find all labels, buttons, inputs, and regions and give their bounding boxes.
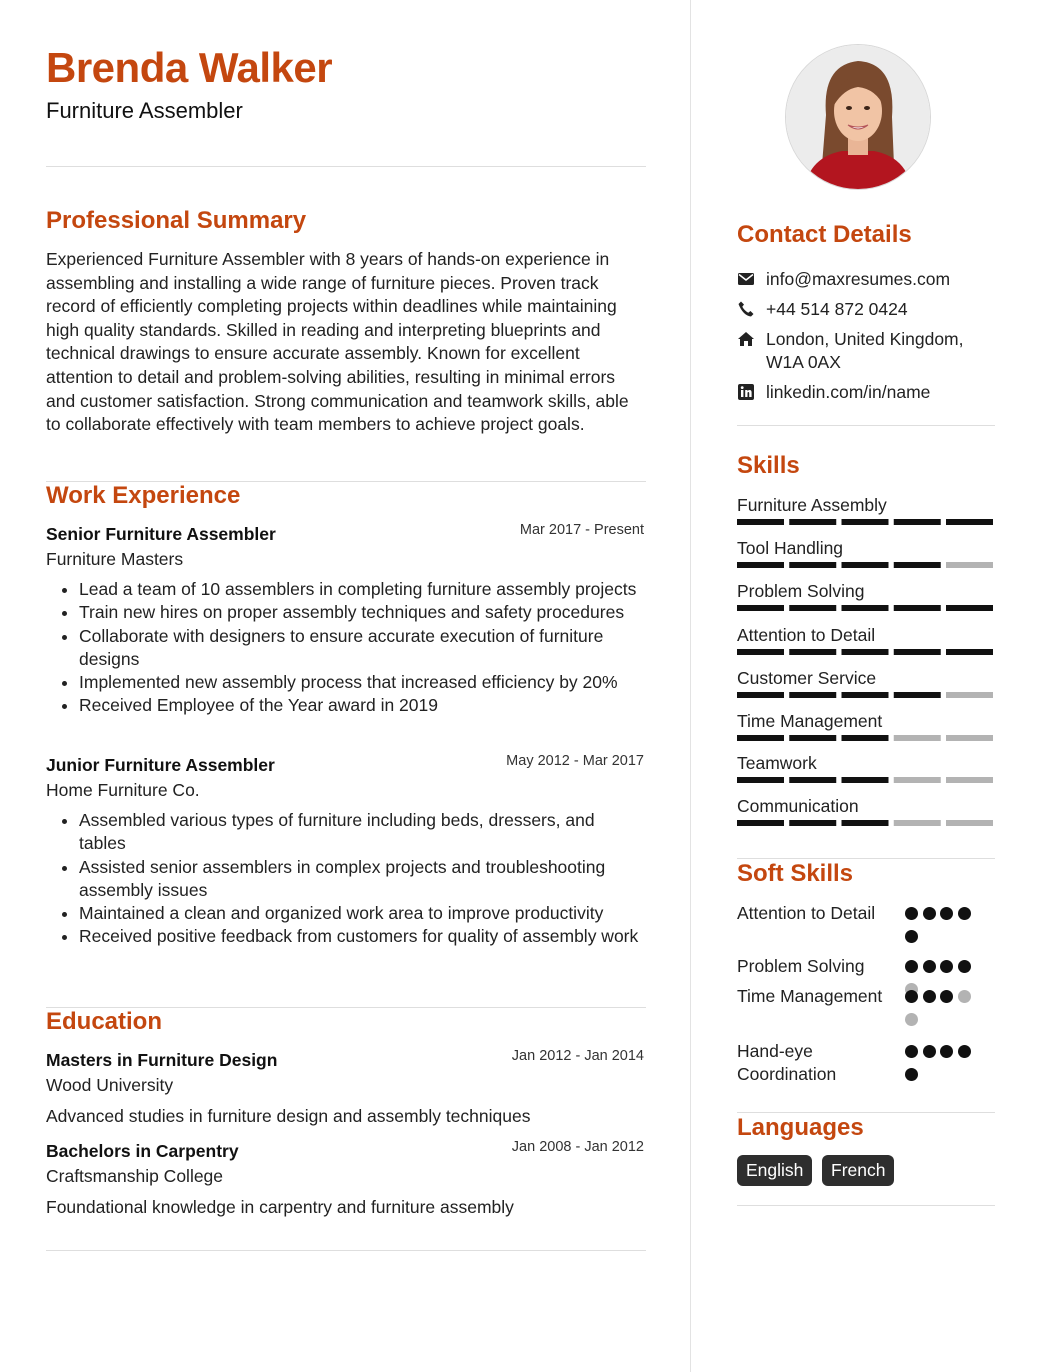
list-item: • Received positive feedback from customers for quality of assembly work bbox=[79, 925, 646, 948]
skill-segment-filled bbox=[894, 605, 941, 611]
skills-heading: Skills bbox=[737, 452, 800, 479]
rating-dot-filled bbox=[958, 907, 971, 920]
degree-title: Masters in Furniture Design bbox=[46, 1050, 278, 1070]
skill-name: Attention to Detail bbox=[737, 625, 876, 645]
list-item: • Maintained a clean and organized work area to improve productivity bbox=[79, 902, 646, 925]
job-company: Furniture Masters bbox=[46, 549, 184, 569]
rating-dot-filled bbox=[940, 1045, 953, 1058]
skill-segment-filled bbox=[946, 605, 993, 611]
skill-segment-empty bbox=[946, 692, 993, 698]
soft-skill-name: Attention to Detail bbox=[737, 903, 876, 923]
skill-segment-filled bbox=[737, 777, 784, 783]
education-entry bbox=[46, 1141, 646, 1218]
list-item: • Received Employee of the Year award in 2019 bbox=[79, 694, 646, 717]
list-item: • Train new hires on proper assembly techniques and safety procedures bbox=[79, 601, 646, 624]
skill-item bbox=[737, 752, 995, 774]
list-item: • Collaborate with designers to ensure accurate execution of furniture designs bbox=[79, 625, 646, 672]
skill-segment-empty bbox=[946, 735, 993, 741]
skill-segment-filled bbox=[737, 649, 784, 655]
skill-name: Furniture Assembly bbox=[737, 495, 887, 515]
rating-dot-filled bbox=[958, 1045, 971, 1058]
skill-segment-filled bbox=[842, 605, 889, 611]
list-item: • Lead a team of 10 assemblers in completing furniture assembly projects bbox=[79, 578, 646, 601]
skill-segment-filled bbox=[789, 519, 836, 525]
school-name: Wood University bbox=[46, 1075, 174, 1095]
rating-dot-filled bbox=[940, 960, 953, 973]
contact-text: +44 514 872 0424 bbox=[766, 299, 908, 319]
job-entry bbox=[46, 755, 646, 949]
degree-title: Bachelors in Carpentry bbox=[46, 1141, 239, 1161]
skill-name: Customer Service bbox=[737, 668, 877, 688]
rating-dot-filled bbox=[940, 990, 953, 1003]
experience-heading: Work Experience bbox=[46, 482, 241, 509]
rating-dot-filled bbox=[905, 907, 918, 920]
job-entry bbox=[46, 524, 646, 718]
skill-segment-filled bbox=[842, 692, 889, 698]
rating-dot-filled bbox=[923, 960, 936, 973]
skill-segment-empty bbox=[946, 777, 993, 783]
skill-item bbox=[737, 795, 995, 817]
contact-text: London, United Kingdom, W1A 0AX bbox=[766, 329, 964, 372]
soft-skill-name: Hand-eye Coordination bbox=[737, 1041, 837, 1084]
rating-dot-empty bbox=[905, 1013, 918, 1026]
skill-segment-filled bbox=[842, 777, 889, 783]
skill-level-bar bbox=[737, 649, 993, 655]
skill-segment-filled bbox=[946, 649, 993, 655]
list-item: • Implemented new assembly process that increased efficiency by 20% bbox=[79, 671, 646, 694]
contact-text: info@maxresumes.com bbox=[766, 269, 951, 289]
skill-level-bar bbox=[737, 519, 993, 525]
skill-level-bar bbox=[737, 605, 993, 611]
skill-segment-filled bbox=[789, 692, 836, 698]
skill-item bbox=[737, 580, 995, 602]
job-company: Home Furniture Co. bbox=[46, 780, 200, 800]
skill-segment-filled bbox=[842, 820, 889, 826]
skill-item bbox=[737, 537, 995, 559]
skill-segment-empty bbox=[946, 820, 993, 826]
rating-dot-filled bbox=[905, 990, 918, 1003]
rating-dot-filled bbox=[905, 960, 918, 973]
phone-icon bbox=[737, 300, 755, 318]
skill-name: Communication bbox=[737, 796, 859, 816]
candidate-title: Furniture Assembler bbox=[46, 98, 243, 123]
skill-segment-filled bbox=[737, 605, 784, 611]
skill-segment-filled bbox=[737, 820, 784, 826]
divider bbox=[737, 858, 995, 859]
skill-segment-filled bbox=[737, 735, 784, 741]
skill-segment-empty bbox=[894, 820, 941, 826]
list-item: • Assembled various types of furniture including beds, dressers, and tables bbox=[79, 809, 646, 856]
education-heading: Education bbox=[46, 1008, 163, 1035]
education-dates: Jan 2012 - Jan 2014 bbox=[511, 1048, 644, 1064]
skill-segment-filled bbox=[894, 562, 941, 568]
soft-skill-name: Problem Solving bbox=[737, 956, 865, 976]
skill-segment-filled bbox=[894, 649, 941, 655]
skill-segment-filled bbox=[737, 692, 784, 698]
divider bbox=[46, 166, 646, 167]
skill-segment-filled bbox=[842, 519, 889, 525]
skill-segment-filled bbox=[842, 735, 889, 741]
rating-dot-filled bbox=[940, 907, 953, 920]
rating-dot-filled bbox=[923, 990, 936, 1003]
list-item: • Assisted senior assemblers in complex projects and troubleshooting assembly issues bbox=[79, 856, 646, 903]
language-badge: English bbox=[737, 1155, 812, 1186]
profile-photo bbox=[785, 44, 931, 190]
skill-segment-filled bbox=[946, 519, 993, 525]
skill-segment-filled bbox=[894, 519, 941, 525]
skill-segment-filled bbox=[737, 519, 784, 525]
divider bbox=[737, 1205, 995, 1206]
contact-text: linkedin.com/in/name bbox=[766, 382, 931, 402]
skill-level-bar bbox=[737, 562, 993, 568]
job-dates: May 2012 - Mar 2017 bbox=[506, 753, 644, 769]
rating-dot-filled bbox=[905, 1068, 918, 1081]
contact-heading: Contact Details bbox=[737, 221, 912, 248]
skill-segment-filled bbox=[842, 562, 889, 568]
candidate-name: Brenda Walker bbox=[46, 44, 333, 91]
job-bullets bbox=[46, 809, 646, 949]
divider bbox=[737, 425, 995, 426]
summary-text: Experienced Furniture Assembler with 8 years of hands-on experience in assembling and installing a wide range of furniture pieces. Proven track record of efficiently completing projects within deadlines while maintaining high quality standards. Skilled in reading and interpreting blueprints and technical drawings to ensure accurate assembly. Known for excellent attention to detail and problem-solving abilities, resulting in minimal errors and customer satisfaction. Strong communication and teamwork skills, able to collaborate effectively with team members to achieve project goals. bbox=[46, 249, 629, 435]
rating-dot-filled bbox=[905, 1045, 918, 1058]
skill-segment-filled bbox=[789, 649, 836, 655]
rating-dot-filled bbox=[958, 960, 971, 973]
skill-name: Tool Handling bbox=[737, 538, 844, 558]
education-dates: Jan 2008 - Jan 2012 bbox=[511, 1139, 644, 1155]
languages-heading: Languages bbox=[737, 1114, 864, 1141]
skill-name: Time Management bbox=[737, 711, 883, 731]
column-divider bbox=[690, 0, 691, 1372]
summary-heading: Professional Summary bbox=[46, 207, 307, 234]
rating-dot-filled bbox=[923, 907, 936, 920]
skill-segment-empty bbox=[946, 562, 993, 568]
home-icon bbox=[737, 330, 755, 348]
rating-dot-empty bbox=[958, 990, 971, 1003]
skill-segment-filled bbox=[842, 649, 889, 655]
skill-segment-empty bbox=[894, 735, 941, 741]
job-bullets bbox=[46, 578, 646, 718]
rating-dot-filled bbox=[905, 930, 918, 943]
skill-level-bar bbox=[737, 777, 993, 783]
job-title: Senior Furniture Assembler bbox=[46, 524, 276, 544]
education-entry bbox=[46, 1050, 646, 1127]
skill-segment-filled bbox=[789, 820, 836, 826]
skill-name: Teamwork bbox=[737, 753, 817, 773]
language-badge: French bbox=[822, 1155, 894, 1186]
skill-item bbox=[737, 710, 995, 732]
skill-segment-filled bbox=[789, 777, 836, 783]
divider bbox=[737, 1112, 995, 1113]
profile-photo-illustration bbox=[786, 45, 930, 189]
soft-skills-heading: Soft Skills bbox=[737, 860, 854, 887]
skill-item bbox=[737, 667, 995, 689]
divider bbox=[46, 1250, 646, 1251]
skill-level-bar bbox=[737, 692, 993, 698]
skill-level-bar bbox=[737, 735, 993, 741]
skill-segment-filled bbox=[789, 605, 836, 611]
linkedin-icon bbox=[737, 383, 755, 401]
skill-segment-filled bbox=[894, 692, 941, 698]
envelope-icon bbox=[737, 270, 755, 288]
education-description: Foundational knowledge in carpentry and furniture assembly bbox=[46, 1197, 514, 1217]
job-title: Junior Furniture Assembler bbox=[46, 755, 275, 775]
skill-segment-filled bbox=[789, 562, 836, 568]
skill-segment-filled bbox=[737, 562, 784, 568]
skill-item bbox=[737, 494, 995, 516]
soft-skill-name: Time Management bbox=[737, 986, 883, 1006]
skill-name: Problem Solving bbox=[737, 581, 865, 601]
education-description: Advanced studies in furniture design and assembly techniques bbox=[46, 1106, 531, 1126]
skill-segment-empty bbox=[894, 777, 941, 783]
rating-dot-filled bbox=[923, 1045, 936, 1058]
skill-segment-filled bbox=[789, 735, 836, 741]
job-dates: Mar 2017 - Present bbox=[519, 522, 644, 538]
school-name: Craftsmanship College bbox=[46, 1166, 224, 1186]
skill-level-bar bbox=[737, 820, 993, 826]
skill-item bbox=[737, 624, 995, 646]
